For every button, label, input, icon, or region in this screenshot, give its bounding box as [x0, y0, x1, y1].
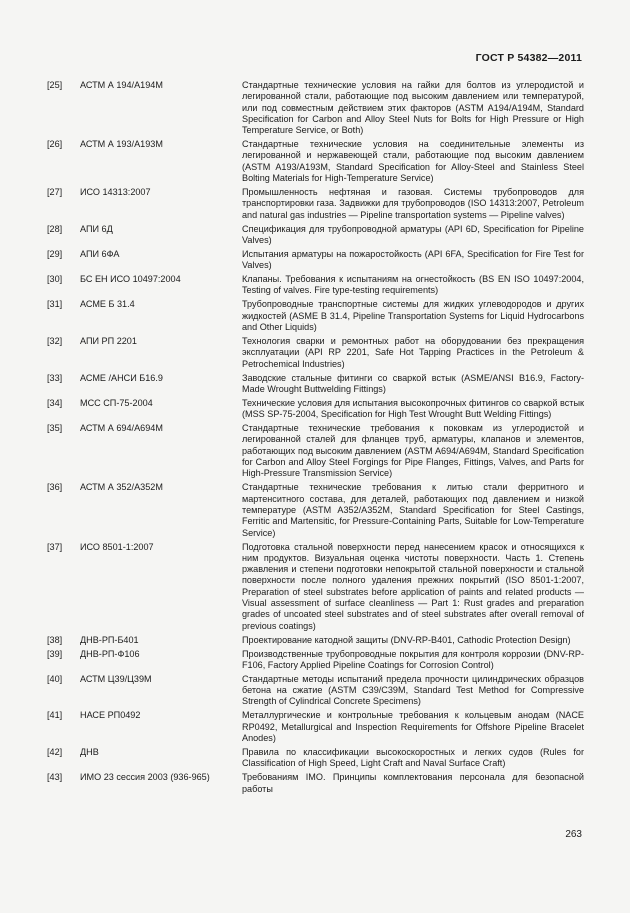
reference-entry	[47, 423, 584, 479]
reference-code: АСМЕ /АНСИ Б16.9	[80, 372, 163, 383]
reference-entry	[47, 80, 584, 136]
reference-code: ИСО 8501-1:2007	[80, 541, 154, 552]
reference-code: АСТМ А 193/А193М	[80, 139, 163, 150]
reference-entry	[47, 299, 584, 333]
reference-code: ИМО 23 сессия 2003 (936-965)	[80, 772, 210, 783]
reference-code: НАСЕ РП0492	[80, 710, 141, 721]
reference-number: [40]	[47, 673, 63, 684]
reference-entry	[47, 274, 584, 297]
reference-number: [42]	[47, 747, 63, 758]
reference-code: МСС СП-75-2004	[80, 397, 153, 408]
reference-list	[47, 80, 584, 798]
reference-number: [36]	[47, 482, 63, 493]
reference-entry	[47, 187, 584, 221]
reference-description: Заводские стальные фитинги со сваркой встык (ASME/ANSI B16.9, Factory-Made Wrought Buttwelding Fittings)	[242, 372, 584, 394]
reference-code: АСТМ Ц39/Ц39М	[80, 673, 152, 684]
reference-description: Клапаны. Требования к испытаниям на огнестойкость (BS EN ISO 10497:2004, Testing of valves. Fire type-testing requirements)	[242, 274, 584, 296]
reference-number: [32]	[47, 336, 63, 347]
reference-description: Трубопроводные транспортные системы для жидких углеводородов и других жидкостей (ASME B 31.4, Pipeline Transportation Systems for Liquid Hydrocarbons and Other Liquids)	[242, 299, 584, 333]
reference-number: [43]	[47, 772, 63, 783]
reference-entry	[47, 139, 584, 184]
reference-description: Проектирование катодной защиты (DNV-RP-B401, Cathodic Protection Design)	[242, 634, 571, 645]
reference-code: АСТМ А 194/А194М	[80, 80, 163, 90]
reference-entry	[47, 398, 584, 421]
reference-number: [33]	[47, 372, 63, 383]
reference-code: АПИ 6ФА	[80, 248, 120, 259]
reference-code: АСТМ А 352/А352М	[80, 482, 163, 493]
reference-description: Требованиям IMO. Принципы комплектования персонала для безопасной работы	[242, 772, 584, 794]
reference-description: Стандартные технические требования к литью стали ферритного и мартенситного состава, для деталей, работающих под давлением и низкой температуре (ASTM A352/A352M, Standard Specification for Steel Castings, Ferritic and Martensitic, for Pressure-Containing Parts, Suitable for Low-Temperature Service)	[242, 482, 584, 538]
reference-number: [30]	[47, 274, 63, 285]
document-header: ГОСТ Р 54382—2011	[475, 52, 582, 64]
reference-number: [39]	[47, 648, 63, 659]
reference-number: [37]	[47, 541, 63, 552]
reference-entry	[47, 649, 584, 672]
reference-description: Промышленность нефтяная и газовая. Системы трубопроводов для транспортировки газа. Задвижки для трубопроводов (ISO 14313:2007, Petroleum and natural gas industries — Pipeline transportation systems — Pipeline valves)	[242, 187, 584, 220]
reference-number: [29]	[47, 248, 63, 259]
reference-entry	[47, 542, 584, 632]
reference-entry	[47, 635, 584, 646]
reference-entry	[47, 373, 584, 396]
reference-description: Стандартные технические условия на гайки для болтов из углеродистой и легированной стали, работающие под высоким давлением или температурой, или под совместным действием этих факторов (ASTM A194/A194M, Standard Specification for Carbon and Alloy Steel Nuts for Bolts for High Pressure or High Temperature Service, or Both)	[242, 80, 584, 136]
reference-entry	[47, 482, 584, 538]
reference-code: АСМЕ Б 31.4	[80, 299, 135, 310]
reference-description: Стандартные методы испытаний предела прочности цилиндрических образцов бетона на сжатие (ASTM C39/C39M, Standard Test Method for Compressive Strength of Cylindrical Concrete Specimens)	[242, 673, 584, 707]
reference-code: АПИ РП 2201	[80, 336, 137, 347]
reference-description: Стандартные технические условия на соединительные элементы из легированной и нержавеющей стали, работающие под высоким давлением (ASTM A193/A193M, Standard Specification for Alloy-Steel and Stainless Steel Bolting Materials for High-Temperature Service)	[242, 139, 584, 184]
reference-number: [38]	[47, 634, 63, 645]
reference-entry	[47, 674, 584, 708]
reference-code: БС ЕН ИСО 10497:2004	[80, 274, 181, 285]
reference-description: Металлургические и контрольные требования к кольцевым анодам (NACE RP0492, Metallurgical and Inspection Requirements for Offshore Pipeline Bracelet Anodes)	[242, 710, 584, 744]
reference-number: [41]	[47, 710, 63, 721]
reference-description: Испытания арматуры на пожаростойкость (API 6FA, Specification for Fire Test for Valves)	[242, 248, 584, 271]
reference-code: ДНВ	[80, 747, 99, 758]
reference-entry	[47, 772, 584, 795]
reference-number: [34]	[47, 397, 63, 408]
reference-code: ДНВ-РП-Б401	[80, 634, 139, 645]
reference-code: ИСО 14313:2007	[80, 187, 151, 198]
reference-entry	[47, 710, 584, 744]
reference-number: [26]	[47, 139, 63, 150]
reference-entry	[47, 249, 584, 272]
reference-entry	[47, 224, 584, 247]
reference-number: [35]	[47, 423, 63, 434]
reference-description: Подготовка стальной поверхности перед нанесением красок и относящихся к ним продуктов. Визуальная оценка чистоты поверхности. Часть 1. Степень ржавления и степени подготовки непокрытой стальной поверхности и стальной поверхности после полного удаления прежних покрытий (ISO 8501-1:2007, Preparation of steel substrates before application of paints and related products — Visual assessment of surface cleanliness — Part 1: Rust grades and preparation grades of uncoated steel substrates and of steel substrates after overall removal of previous coatings)	[242, 541, 584, 631]
reference-entry	[47, 747, 584, 770]
reference-entry	[47, 336, 584, 370]
reference-description: Технология сварки и ремонтных работ на оборудовании без прекращения эксплуатации (API RP 2201, Safe Hot Tapping Practices in the Petroleum & Petrochemical Industries)	[242, 336, 584, 369]
reference-number: [31]	[47, 299, 63, 310]
reference-description: Производственные трубопроводные покрытия для контроля коррозии (DNV-RP-F106, Factory Applied Pipeline Coatings for Corrosion Control)	[242, 648, 584, 670]
reference-code: АПИ 6Д	[80, 223, 113, 234]
reference-description: Правила по классификации высокоскоростных и легких судов (Rules for Classification of High Speed, Light Craft and Naval Surface Craft)	[242, 747, 584, 769]
reference-description: Спецификация для трубопроводной арматуры (API 6D, Specification for Pipeline Valves)	[242, 223, 584, 245]
reference-number: [28]	[47, 223, 63, 234]
page-number: 263	[565, 829, 582, 840]
reference-description: Технические условия для испытания высокопрочных фитингов со сваркой встык (MSS SP-75-2004, Specification for High Test Wrought Butt Welding Fittings)	[242, 397, 584, 420]
reference-code: АСТМ А 694/А694М	[80, 423, 163, 434]
reference-description: Стандартные технические требования к поковкам из углеродистой и легированной сталей для фланцев труб, арматуры, клапанов и элементов, работающих под высоким давлением (ASTM A694/A694M, Standard Specification for Carbon and Alloy Steel Forgings for Pipe Flanges, Fittings, Valves, and Parts for High-Pressure Transmission Service)	[242, 423, 584, 479]
reference-number: [25]	[47, 80, 63, 90]
reference-number: [27]	[47, 187, 63, 198]
reference-code: ДНВ-РП-Ф106	[80, 648, 140, 659]
